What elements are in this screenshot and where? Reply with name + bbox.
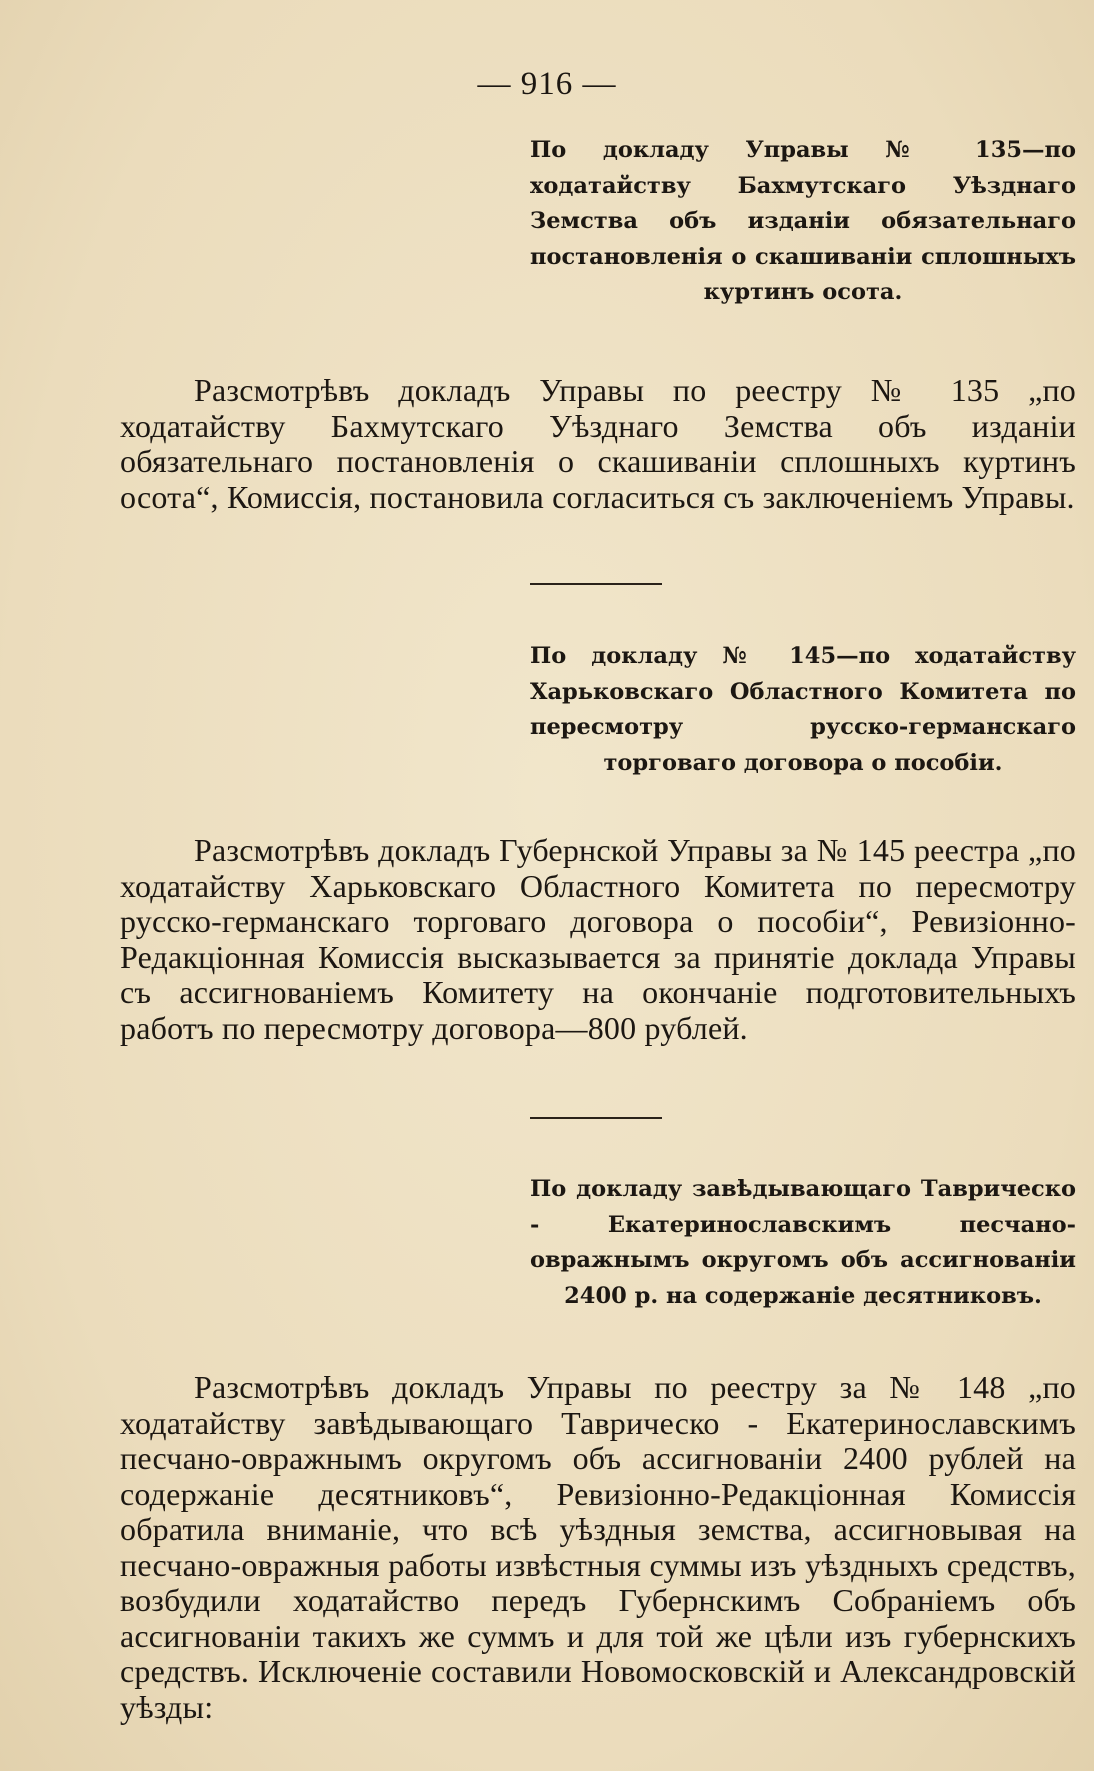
page-number: — 916 —: [477, 66, 617, 102]
section-body-1: Разсмотрѣвъ докладъ Управы по реестру № 135 „по ходатайству Бахмутскаго Уѣзднаго Земства объ изданіи обязательнаго постановленія о скашиваніи сплошныхъ куртинъ осота“, Комиссія, постановила согласиться съ заключеніемъ Управы.: [120, 372, 1076, 515]
section-divider: [530, 1117, 662, 1119]
section-body-2: Разсмотрѣвъ докладъ Губернской Управы за № 145 реестра „по ходатайству Харьковскаго Областного Комитета по пересмотру русско-германскаго торговаго договора о пособіи“, Ревизіонно-Редакціонная Комиссія высказывается за принятіе доклада Управы съ ассигнованіемъ Комитету на окончаніе подготовительныхъ работъ по пересмотру договора—800 рублей.: [120, 832, 1076, 1046]
section-heading-3: По докладу завѣдывающаго Таврическо - Екатеринославскимъ песчано-овражнымъ округомъ объ ассигнованіи 2400 р. на содержаніе десятниковъ.: [530, 1176, 1076, 1309]
section-heading-2: По докладу № 145—по ходатайству Харьковскаго Областного Комитета по пересмотру русско-германскаго торговаго договора о пособіи.: [530, 643, 1076, 776]
section-divider: [530, 583, 662, 585]
section-heading-1: По докладу Управы № 135—по ходатайству Бахмутскаго Уѣзднаго Земства объ изданіи обязательнаго постановленія о скашиваніи сплошныхъ куртинъ осота.: [530, 137, 1076, 305]
section-body-3: Разсмотрѣвъ докладъ Управы по реестру за № 148 „по ходатайству завѣдывающаго Таврическо - Екатеринославскимъ песчано-овражнымъ округомъ объ ассигнованіи 2400 рублей на содержаніе десятниковъ“, Ревизіонно-Редакціонная Комиссія обратила вниманіе, что всѣ уѣздныя земства, ассигновывая на песчано-овражныя работы извѣстныя суммы изъ уѣздныхъ средствъ, возбудили ходатайство передъ Губернскимъ Собраніемъ объ ассигнованіи такихъ же суммъ и для той же цѣли изъ губернскихъ средствъ. Исключеніе составили Новомосковскій и Александровскій уѣзды:: [120, 1369, 1076, 1725]
